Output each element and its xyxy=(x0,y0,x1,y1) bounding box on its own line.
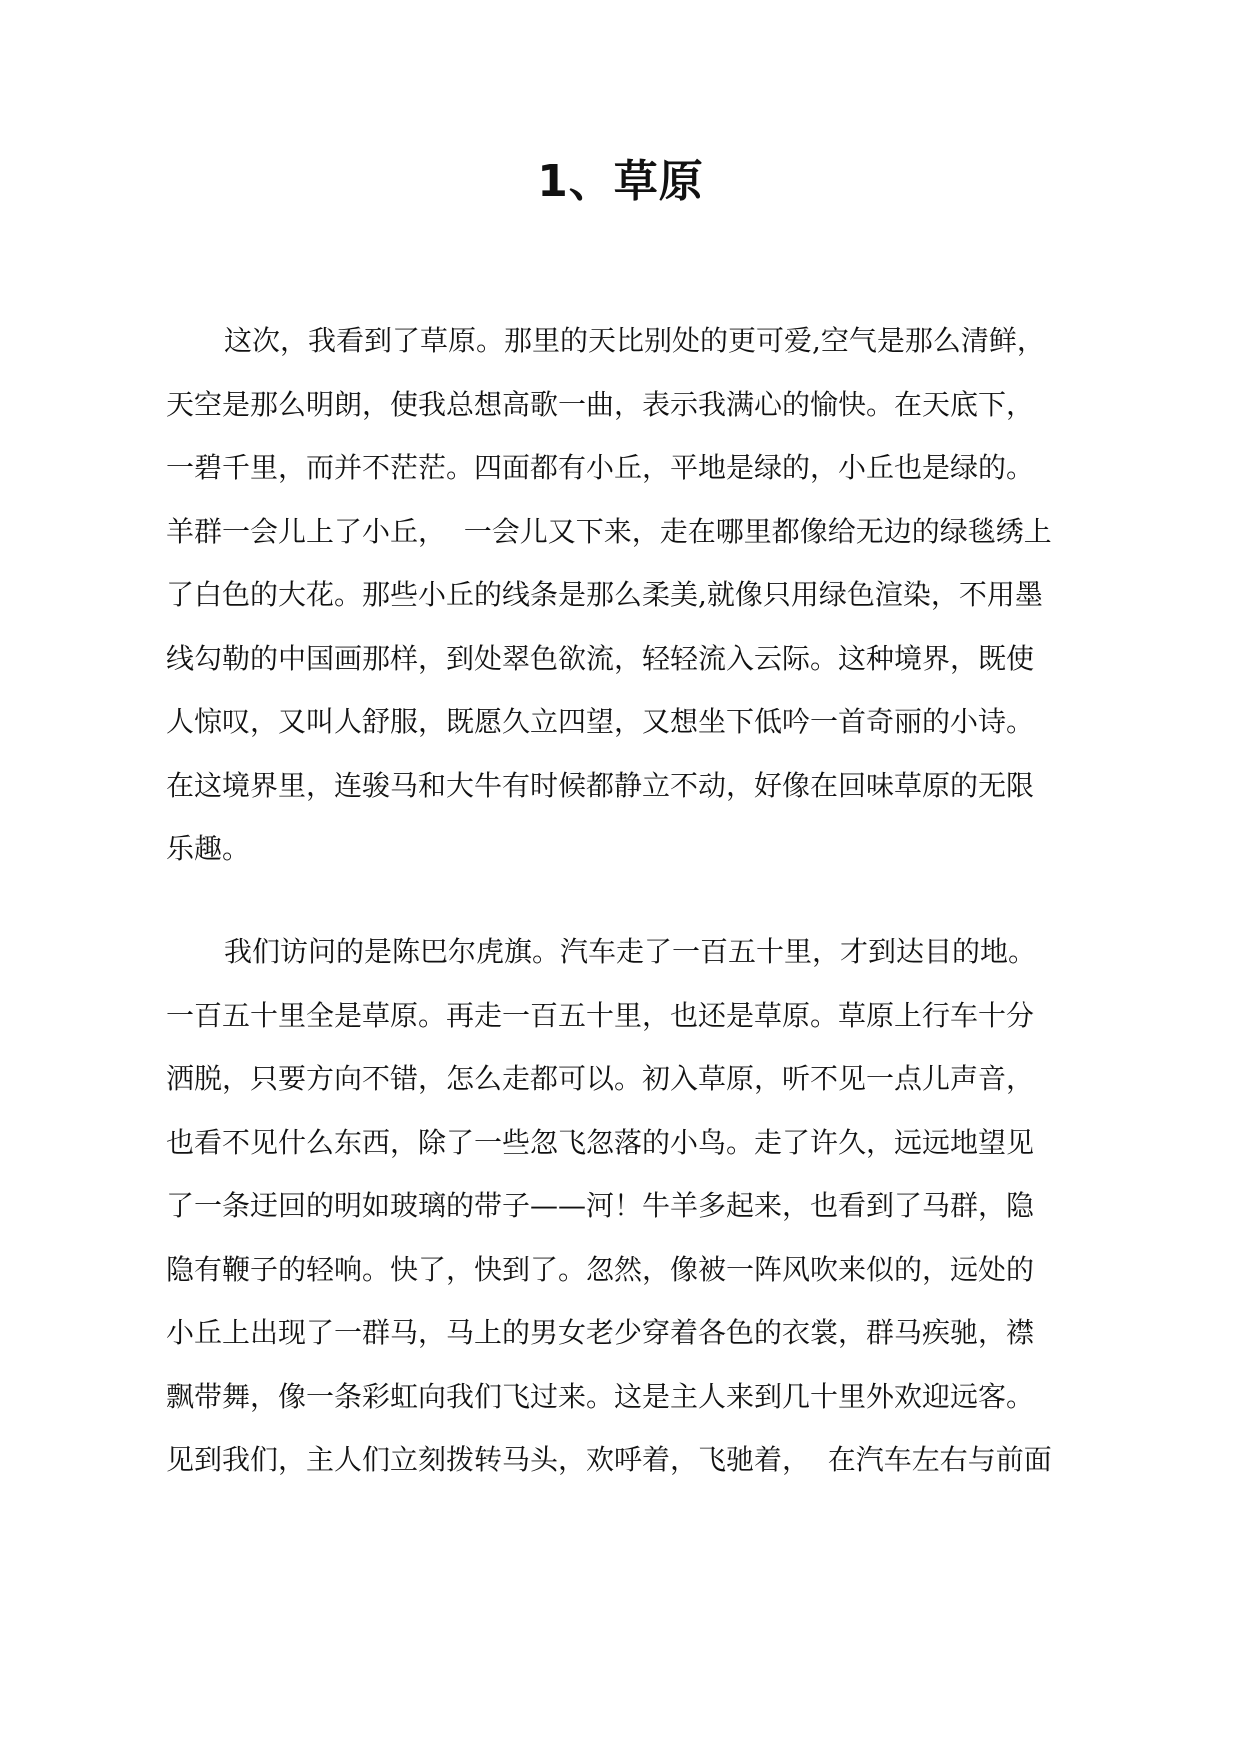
paragraph-line: 乐趣。 xyxy=(166,832,251,865)
paragraph-line: 了白色的大花。那些小丘的线条是那么柔美,就像只用绿色渲染，不用墨 xyxy=(166,578,1043,611)
paragraph-line: 羊群一会儿上了小丘， 一会儿又下来，走在哪里都像给无边的绿毯绣上 xyxy=(166,514,1052,548)
paragraph-1 xyxy=(166,309,1090,881)
paragraph-line: 了一条迂回的明如玻璃的带子——河！牛羊多起来，也看到了马群，隐 xyxy=(166,1189,1035,1222)
paragraph-line: 隐有鞭子的轻响。快了，快到了。忽然，像被一阵风吹来似的，远处的 xyxy=(166,1252,1035,1286)
paragraph-line: 一百五十里全是草原。再走一百五十里，也还是草原。草原上行车十分 xyxy=(166,998,1035,1032)
paragraph-line: 洒脱，只要方向不错，怎么走都可以。初入草原，听不见一点儿声音， xyxy=(166,1062,1035,1095)
paragraph-line: 一碧千里，而并不茫茫。四面都有小丘，平地是绿的，小丘也是绿的。 xyxy=(166,451,1035,484)
paragraph-line: 我们访问的是陈巴尔虎旗。汽车走了一百五十里，才到达目的地。 xyxy=(224,935,1037,968)
paragraph-line: 线勾勒的中国画那样，到处翠色欲流，轻轻流入云际。这种境界，既使 xyxy=(166,641,1035,675)
paragraph-line: 飘带舞，像一条彩虹向我们飞过来。这是主人来到几十里外欢迎远客。 xyxy=(166,1379,1035,1413)
paragraph-line: 在这境界里，连骏马和大牛有时候都静立不动，好像在回味草原的无限 xyxy=(166,768,1035,802)
paragraph-line: 见到我们，主人们立刻拨转马头，欢呼着，飞驰着， 在汽车左右与前面 xyxy=(166,1443,1052,1476)
paragraph-2 xyxy=(166,920,1090,1492)
paragraph-line: 也看不见什么东西，除了一些忽飞忽落的小鸟。走了许久，远远地望见 xyxy=(166,1125,1035,1159)
document-title: 1、草原 xyxy=(537,156,704,207)
paragraph-line: 人惊叹，又叫人舒服，既愿久立四望，又想坐下低吟一首奇丽的小诗。 xyxy=(166,705,1035,738)
paragraph-line: 天空是那么明朗，使我总想高歌一曲，表示我满心的愉快。在天底下， xyxy=(166,387,1035,421)
paragraph-line: 小丘上出现了一群马，马上的男女老少穿着各色的衣裳，群马疾驰，襟 xyxy=(166,1316,1035,1349)
paragraph-line: 这次，我看到了草原。那里的天比别处的更可爱,空气是那么清鲜， xyxy=(224,324,1045,357)
